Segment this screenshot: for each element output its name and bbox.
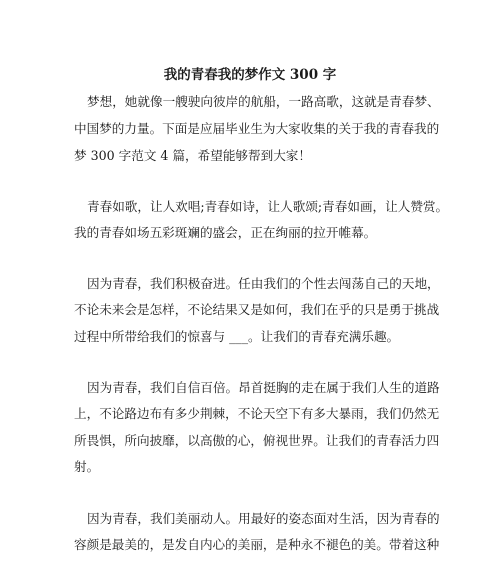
paragraph-3-line-2: 不论未来会是怎样，不论结果又是如何，我们在乎的只是勇于挑战 bbox=[74, 302, 440, 317]
paragraph-4-line-3: 所畏惧，所向披靡，以高傲的心，俯视世界。让我们的青春活力四 bbox=[74, 433, 440, 448]
paragraph-3-line-3: 过程中所带给我们的惊喜与 ___。让我们的青春充满乐趣。 bbox=[74, 329, 400, 344]
paragraph-4-line-1: 因为青春，我们自信百倍。昂首挺胸的走在属于我们人生的道路 bbox=[87, 380, 440, 395]
paragraph-5-line-2: 容颜是最美的，是发自内心的美丽，是种永不褪色的美。带着这种 bbox=[74, 537, 440, 552]
paragraph-2-line-1: 青春如歌，让人欢唱;青春如诗，让人歌颂;青春如画，让人赞赏。 bbox=[87, 199, 449, 214]
paragraph-4-line-2: 上，不论路边布有多少荆棘，不论天空下有多大暴雨，我们仍然无 bbox=[74, 406, 440, 421]
paragraph-1-line-3: 梦 300 字范文 4 篇，希望能够帮到大家！ bbox=[74, 148, 311, 163]
paragraph-4-line-4: 射。 bbox=[74, 459, 100, 474]
paragraph-2-line-2: 我的青春如场五彩斑斓的盛会，正在绚丽的拉开帷幕。 bbox=[74, 225, 377, 240]
paragraph-5-line-1: 因为青春，我们美丽动人。用最好的姿态面对生活，因为青春的 bbox=[87, 511, 440, 526]
paragraph-1-line-2: 中国梦的力量。下面是应届毕业生为大家收集的关于我的青春我的 bbox=[74, 121, 440, 136]
paragraph-3-line-1: 因为青春，我们积极奋进。任由我们的个性去闯荡自己的天地， bbox=[87, 276, 440, 291]
paragraph-1-line-1: 梦想，她就像一艘驶向彼岸的航船，一路高歌，这就是青春梦、 bbox=[87, 94, 440, 109]
document-title: 我的青春我的梦作文 300 字 bbox=[163, 67, 337, 83]
